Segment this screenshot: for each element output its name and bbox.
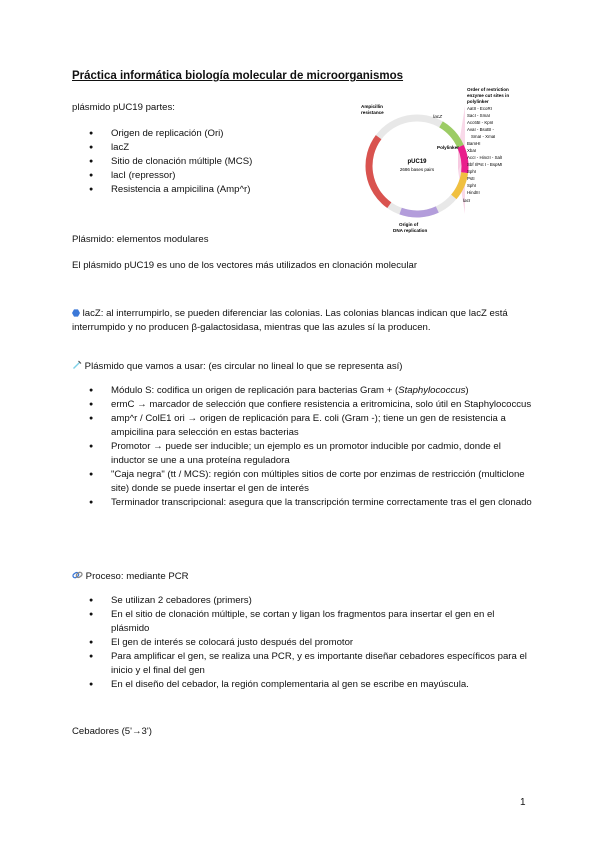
- process-list: [72, 594, 532, 692]
- lacz-label: lacZ: [433, 115, 443, 120]
- page-number: 1: [520, 797, 526, 808]
- list-item: ● Terminador transcripcional: asegura que la transcripción termine correctamente tras el gen clonado: [72, 496, 532, 510]
- restriction-site: AvaI - BsoBI -: [467, 127, 495, 132]
- ori-label-line1: Origin of: [399, 222, 419, 227]
- plasmid-size: 2686 bases pairs: [399, 167, 435, 172]
- list-item: ● lacZ: [72, 141, 322, 155]
- amp-resistance-segment: [369, 137, 389, 205]
- list-item: ● "Caja negra" (tt / MCS): región con múltiples sitios de corte por enzimas de restricción (multiclone site) donde se puede insertar el gen de interés: [72, 468, 532, 496]
- italic-term: Staphylococcus: [398, 385, 466, 396]
- restriction-site: AccI - HincII - SalI: [467, 155, 503, 160]
- modular-heading: Plásmido: elementos modulares: [72, 234, 209, 245]
- restriction-site: Sbf I/Pst I - BspMI: [467, 162, 503, 167]
- ori-segment: [401, 210, 438, 214]
- restriction-site-list: [467, 106, 502, 195]
- plasmid-items-list: [72, 384, 532, 510]
- plasmid-use-heading-text: Plásmido que vamos a usar: (es circular no lineal lo que se representa así): [84, 361, 403, 372]
- polylinker-label: Polylinker: [437, 145, 459, 150]
- restriction-site: PstI: [467, 176, 475, 181]
- laci-label: lacI: [463, 198, 471, 203]
- restriction-site: Acc65I - KpnI: [467, 120, 494, 125]
- restriction-site: XbaI: [467, 148, 477, 153]
- restriction-site: SphI: [467, 183, 477, 188]
- ori-label-line2: DNA replication: [393, 228, 428, 233]
- restriction-site: HindIII: [467, 190, 480, 195]
- lacz-segment: [441, 124, 461, 146]
- list-item: ● Origen de replicación (Ori): [72, 127, 322, 141]
- plasmid-use-heading: [72, 360, 532, 374]
- primers-heading: Cebadores (5'→3'): [72, 726, 152, 737]
- list-item: ● Para amplificar el gen, se realiza una PCR, y es importante diseñar cebadores específicos para el inicio y el final del gen: [72, 650, 532, 678]
- restriction-site: SacI - SmaI: [467, 113, 490, 118]
- list-item: ● Sitio de clonación múltiple (MCS): [72, 155, 322, 169]
- restriction-site: SphI: [467, 169, 477, 174]
- lacz-note: [72, 307, 532, 335]
- lacz-note-text: lacZ: al interrumpirlo, se pueden diferenciar las colonias. Las colonias blancas indican que lacZ está interrumpido y no producen β-galactosidasa, mientras que las azules sí la producen.: [72, 308, 508, 333]
- list-item: ● ermC → marcador de selección que confiere resistencia a eritromicina, solo útil en Staphylococcus: [72, 398, 532, 412]
- restriction-site: BamHI: [467, 141, 481, 146]
- sites-header-line1: Order of restriction: [467, 87, 509, 92]
- amp-label-line2: resistance: [361, 110, 384, 115]
- list-item: ● El gen de interés se colocará justo después del promotor: [72, 636, 532, 650]
- plasmid-name: pUC19: [407, 159, 427, 165]
- process-heading-text: Proceso: mediante PCR: [85, 571, 189, 582]
- plasmid-map-figure: [355, 86, 540, 244]
- process-heading: [72, 570, 189, 584]
- list-item: ● Módulo S: codifica un origen de replicación para bacterias Gram + (Staphylococcus): [72, 384, 532, 398]
- list-item: ● En el diseño del cebador, la región complementaria al gen se escribe en mayúscula.: [72, 678, 532, 692]
- sites-header-line3: polylinker: [467, 99, 489, 104]
- sites-header-line2: enzyme cut sites in: [467, 93, 510, 98]
- parts-intro: plásmido pUC19 partes:: [72, 102, 175, 113]
- list-item: ● Promotor → puede ser inducible; un ejemplo es un promotor inducible por cadmio, donde el inductor se une a una proteína reguladora: [72, 440, 532, 468]
- modular-sentence: El plásmido pUC19 es uno de los vectores más utilizados en clonación molecular: [72, 260, 418, 271]
- list-item: ● Resistencia a ampicilina (Amp^r): [72, 183, 322, 197]
- test-tube-icon: [72, 360, 82, 370]
- list-item: ● amp^r / ColE1 ori → origen de replicación para E. coli (Gram -); tiene un gen de resistencia a ampicilina para selección en estas bacterias: [72, 412, 532, 440]
- list-item: ● Se utilizan 2 cebadores (primers): [72, 594, 532, 608]
- list-item: ● En el sitio de clonación múltiple, se cortan y ligan los fragmentos para insertar el gen en el plásmido: [72, 608, 532, 636]
- parts-list: [72, 127, 322, 197]
- link-icon: [72, 570, 83, 580]
- amp-label-line1: Ampicillin: [361, 104, 383, 109]
- restriction-site: SmaI - XmaI: [471, 134, 496, 139]
- page-title: Práctica informática biología molecular de microorganismos: [72, 70, 404, 82]
- list-item: ● lacI (repressor): [72, 169, 322, 183]
- blue-hexagon-icon: [72, 309, 80, 317]
- restriction-site: AatII - EcoRI: [467, 106, 492, 111]
